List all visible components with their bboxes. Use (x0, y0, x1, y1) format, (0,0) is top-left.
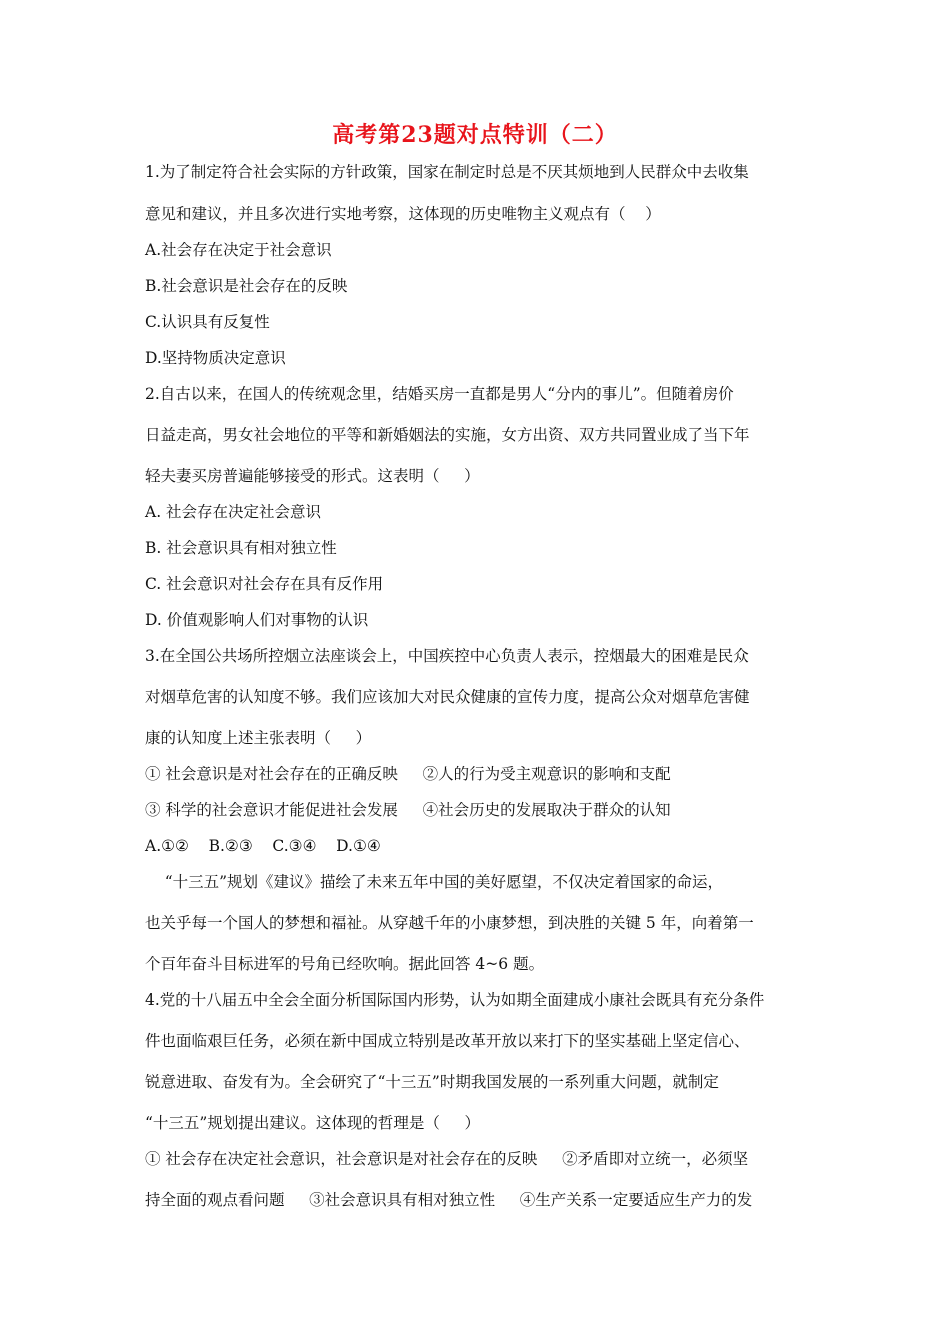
text-line: 1.为了制定符合社会实际的方针政策，国家在制定时总是不厌其烦地到人民群众中去收集 (145, 163, 749, 181)
text-line: 轻夫妻买房普遍能够接受的形式。这表明（ ） (145, 467, 480, 485)
text-line: 持全面的观点看问题 ③社会意识具有相对独立性 ④生产关系一定要适应生产力的发 (145, 1191, 753, 1209)
text-line: 康的认知度上述主张表明（ ） (145, 729, 372, 747)
text-line: C.认识具有反复性 (145, 313, 270, 331)
text-line: “十三五”规划《建议》描绘了未来五年中国的美好愿望，不仅决定着国家的命运， (145, 873, 724, 891)
text-line: 3.在全国公共场所控烟立法座谈会上，中国疾控中心负责人表示，控烟最大的困难是民众 (145, 647, 749, 665)
text-line: C. 社会意识对社会存在具有反作用 (145, 575, 384, 593)
text-line: 意见和建议，并且多次进行实地考察，这体现的历史唯物主义观点有（ ） (145, 205, 661, 223)
text-line: D. 价值观影响人们对事物的认识 (145, 611, 369, 629)
text-line: 2.自古以来，在国人的传统观念里，结婚买房一直都是男人“分内的事儿”。但随着房价 (145, 385, 734, 403)
text-line: 日益走高，男女社会地位的平等和新婚姻法的实施，女方出资、双方共同置业成了当下年 (145, 426, 750, 444)
document-title: 高考第23题对点特训（二） (332, 122, 618, 148)
text-line: A.社会存在决定于社会意识 (145, 241, 332, 259)
text-line: 件也面临艰巨任务，必须在新中国成立特别是改革开放以来打下的坚实基础上坚定信心、 (145, 1032, 750, 1050)
text-line: ③ 科学的社会意识才能促进社会发展 ④社会历史的发展取决于群众的认知 (145, 801, 671, 819)
text-line: “十三五”规划提出建议。这体现的哲理是（ ） (145, 1114, 480, 1132)
text-line: 个百年奋斗目标进军的号角已经吹响。据此回答 4~6 题。 (145, 955, 545, 973)
text-line: ① 社会存在决定社会意识，社会意识是对社会存在的反映 ②矛盾即对立统一，必须坚 (145, 1150, 749, 1168)
text-line: B.社会意识是社会存在的反映 (145, 277, 348, 295)
text-line: D.坚持物质决定意识 (145, 349, 286, 367)
text-line: 锐意进取、奋发有为。全会研究了“十三五”时期我国发展的一系列重大问题，就制定 (145, 1073, 719, 1091)
text-line: 对烟草危害的认知度不够。我们应该加大对民众健康的宣传力度，提高公众对烟草危害健 (145, 688, 750, 706)
text-line: A. 社会存在决定社会意识 (145, 503, 322, 521)
text-line: 也关乎每一个国人的梦想和福祉。从穿越千年的小康梦想，到决胜的关键 5 年，向着第一 (145, 914, 754, 932)
text-line: A.①② B.②③ C.③④ D.①④ (145, 837, 381, 855)
text-line: ① 社会意识是对社会存在的正确反映 ②人的行为受主观意识的影响和支配 (145, 765, 671, 783)
text-line: B. 社会意识具有相对独立性 (145, 539, 337, 557)
text-line: 4.党的十八届五中全会全面分析国际国内形势，认为如期全面建成小康社会既具有充分条件 (145, 991, 765, 1009)
